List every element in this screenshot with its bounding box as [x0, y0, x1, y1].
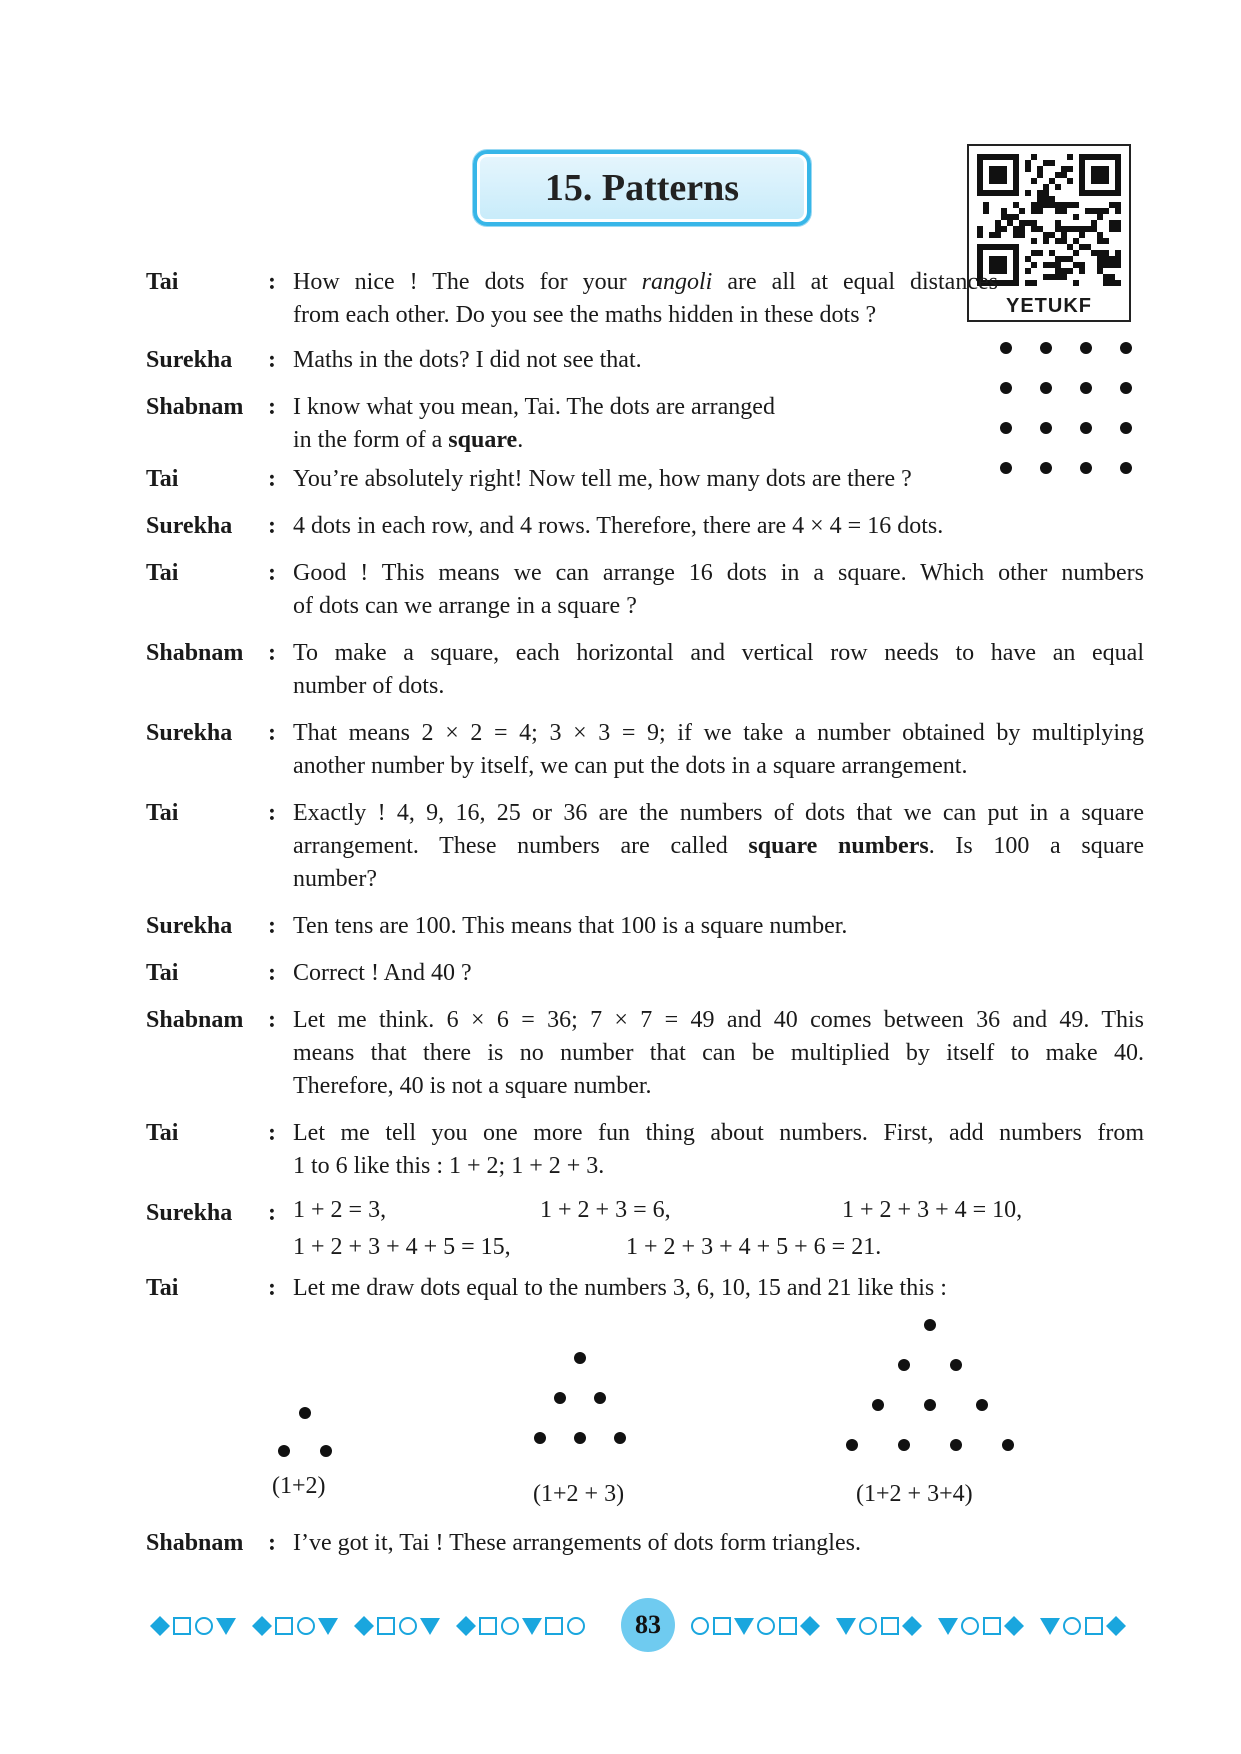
- qr-module: [1061, 166, 1067, 172]
- qr-module: [1043, 232, 1049, 238]
- qr-module: [1115, 280, 1121, 286]
- qr-module: [1037, 196, 1043, 202]
- qr-module: [1103, 250, 1109, 256]
- qr-module: [1097, 208, 1103, 214]
- qr-module: [1097, 256, 1103, 262]
- chapter-title: 15. Patterns: [544, 167, 740, 209]
- footer-triangle: [522, 1618, 542, 1635]
- qr-module: [1091, 250, 1097, 256]
- qr-module: [1079, 244, 1085, 250]
- page-number: 83: [621, 1598, 675, 1652]
- qr-module: [1013, 214, 1019, 220]
- qr-module: [1013, 202, 1019, 208]
- qr-module: [1019, 208, 1025, 214]
- dialogue-text: Let me draw dots equal to the numbers 3, 6, 10, 15 and 21 like this :: [293, 1275, 947, 1301]
- qr-module: [1037, 208, 1043, 214]
- square-dot: [1040, 382, 1052, 394]
- speaker-name: Tai: [146, 1275, 179, 1301]
- triangle-dot: [278, 1445, 290, 1457]
- footer-circle: [758, 1618, 774, 1634]
- triangle-dot: [924, 1319, 936, 1331]
- footer-triangle: [420, 1618, 440, 1635]
- qr-module: [1085, 226, 1091, 232]
- qr-module: [1001, 214, 1007, 220]
- qr-module: [1067, 202, 1073, 208]
- qr-module: [1049, 202, 1055, 208]
- bold-term: square: [448, 427, 518, 453]
- qr-module: [1115, 250, 1121, 256]
- qr-module: [1049, 274, 1055, 280]
- qr-module: [1097, 262, 1103, 268]
- dialogue-text: Good ! This means we can arrange 16 dots in a square. Which other numbers: [293, 560, 1144, 586]
- triangle-dot: [574, 1352, 586, 1364]
- dialogue-text: Let me tell you one more fun thing about numbers. First, add numbers from: [293, 1120, 1144, 1146]
- qr-module: [1061, 208, 1067, 214]
- qr-module: [1091, 226, 1097, 232]
- qr-module: [1079, 268, 1085, 274]
- qr-module: [1031, 238, 1037, 244]
- dialogue-text: number of dots.: [293, 673, 445, 699]
- qr-module: [1031, 262, 1037, 268]
- qr-module: [1103, 280, 1109, 286]
- qr-module: [1097, 232, 1103, 238]
- qr-module: [1037, 202, 1043, 208]
- sum-expression: 1 + 2 + 3 + 4 + 5 = 15,: [293, 1234, 511, 1260]
- speaker-colon: :: [268, 1530, 276, 1556]
- speaker-name: Surekha: [146, 513, 233, 539]
- speaker-name: Shabnam: [146, 1530, 244, 1556]
- speaker-colon: :: [268, 1120, 276, 1146]
- speaker-name: Surekha: [146, 347, 233, 373]
- qr-finder-center: [1091, 166, 1109, 184]
- qr-module: [1055, 238, 1061, 244]
- triangle-dot: [976, 1399, 988, 1411]
- triangle-dot: [846, 1439, 858, 1451]
- qr-module: [1055, 208, 1061, 214]
- speaker-colon: :: [268, 800, 276, 826]
- qr-module: [1109, 202, 1115, 208]
- sum-expression: 1 + 2 + 3 = 6,: [540, 1197, 671, 1223]
- triangle-dot: [534, 1432, 546, 1444]
- qr-module: [1031, 250, 1037, 256]
- dialogue-text: I know what you mean, Tai. The dots are arranged: [293, 394, 775, 420]
- dialogue-text: That means 2 × 2 = 4; 3 × 3 = 9; if we take a number obtained by multiplying: [293, 720, 1144, 746]
- triangle-dot: [594, 1392, 606, 1404]
- qr-module: [1097, 268, 1103, 274]
- triangle-dot: [1002, 1439, 1014, 1451]
- dialogue-text: How nice ! The dots for your: [293, 269, 642, 295]
- square-dot: [1120, 382, 1132, 394]
- qr-module: [1025, 256, 1031, 262]
- qr-module: [1067, 166, 1073, 172]
- qr-module: [1103, 262, 1109, 268]
- qr-module: [1061, 274, 1067, 280]
- speaker-name: Tai: [146, 269, 179, 295]
- qr-module: [1085, 244, 1091, 250]
- qr-module: [983, 208, 989, 214]
- footer-circle: [1064, 1618, 1080, 1634]
- qr-module: [1007, 214, 1013, 220]
- qr-module: [1079, 262, 1085, 268]
- qr-module: [1031, 220, 1037, 226]
- square-dot: [1080, 422, 1092, 434]
- speaker-name: Shabnam: [146, 394, 244, 420]
- sum-expression: 1 + 2 + 3 + 4 = 10,: [842, 1197, 1023, 1223]
- footer-square: [780, 1618, 796, 1634]
- qr-module: [1055, 274, 1061, 280]
- qr-module: [995, 226, 1001, 232]
- footer-square: [174, 1618, 190, 1634]
- qr-module: [1109, 262, 1115, 268]
- dialogue-text: from each other. Do you see the maths hidden in these dots ?: [293, 302, 877, 328]
- footer-square: [714, 1618, 730, 1634]
- triangle-label: (1+2): [272, 1473, 326, 1499]
- triangle-dot: [299, 1407, 311, 1419]
- qr-module: [1025, 190, 1031, 196]
- qr-module: [1037, 172, 1043, 178]
- dialogue-text: Maths in the dots? I did not see that.: [293, 347, 642, 373]
- qr-module: [1067, 244, 1073, 250]
- qr-module: [1061, 268, 1067, 274]
- qr-module: [1073, 250, 1079, 256]
- qr-module: [1085, 208, 1091, 214]
- dialogue-text: in the form of a: [293, 427, 449, 453]
- speaker-colon: :: [268, 960, 276, 986]
- qr-module: [1031, 178, 1037, 184]
- triangle-dot: [320, 1445, 332, 1457]
- qr-module: [1055, 172, 1061, 178]
- qr-module: [1031, 226, 1037, 232]
- speaker-colon: :: [268, 913, 276, 939]
- qr-module: [1013, 232, 1019, 238]
- qr-module: [1079, 226, 1085, 232]
- footer-triangle: [836, 1618, 856, 1635]
- footer-square: [882, 1618, 898, 1634]
- triangle-dot: [872, 1399, 884, 1411]
- footer-triangle: [1040, 1618, 1060, 1635]
- footer-square: [984, 1618, 1000, 1634]
- dialogue-text: 1 to 6 like this : 1 + 2; 1 + 2 + 3.: [293, 1153, 605, 1179]
- bold-term: square numbers: [748, 833, 929, 859]
- sum-expression: 1 + 2 = 3,: [293, 1197, 387, 1223]
- footer-circle: [400, 1618, 416, 1634]
- speaker-name: Shabnam: [146, 1007, 244, 1033]
- triangle-dots-6: [525, 1350, 635, 1475]
- qr-module: [1067, 154, 1073, 160]
- qr-module: [1049, 160, 1055, 166]
- qr-module: [1109, 256, 1115, 262]
- qr-module: [1031, 154, 1037, 160]
- qr-module: [1073, 214, 1079, 220]
- triangle-dot: [924, 1399, 936, 1411]
- speaker-name: Surekha: [146, 720, 233, 746]
- qr-module: [1031, 280, 1037, 286]
- dialogue-text: Exactly ! 4, 9, 16, 25 or 36 are the numbers of dots that we can put in a square: [293, 800, 1144, 826]
- footer-triangle: [318, 1618, 338, 1635]
- square-dot: [1120, 422, 1132, 434]
- dialogue-text: 4 dots in each row, and 4 rows. Therefore, there are 4 × 4 = 16 dots.: [293, 513, 944, 539]
- qr-module: [1055, 184, 1061, 190]
- qr-module: [1037, 166, 1043, 172]
- footer-circle: [860, 1618, 876, 1634]
- qr-module: [995, 232, 1001, 238]
- qr-module: [1115, 262, 1121, 268]
- qr-module: [1049, 232, 1055, 238]
- qr-module: [1067, 178, 1073, 184]
- dialogue-text: Let me think. 6 × 6 = 36; 7 × 7 = 49 and 40 comes between 36 and 49. This: [293, 1007, 1144, 1033]
- qr-module: [1049, 178, 1055, 184]
- qr-code-pattern: [977, 154, 1123, 294]
- footer-diamond: [800, 1616, 820, 1636]
- qr-module: [1043, 274, 1049, 280]
- qr-module: [1061, 172, 1067, 178]
- qr-module: [1025, 220, 1031, 226]
- footer-circle: [568, 1618, 584, 1634]
- dialogue-text: are all at equal distances: [712, 269, 998, 295]
- qr-module: [1079, 232, 1085, 238]
- footer-circle: [502, 1618, 518, 1634]
- qr-module: [1067, 268, 1073, 274]
- speaker-colon: :: [268, 466, 276, 492]
- footer-diamond: [1004, 1616, 1024, 1636]
- qr-module: [1091, 220, 1097, 226]
- triangle-label: (1+2 + 3): [533, 1481, 625, 1507]
- triangle-dots-3: [270, 1405, 340, 1475]
- footer-diamond: [456, 1616, 476, 1636]
- qr-module: [1043, 190, 1049, 196]
- square-dot: [1000, 382, 1012, 394]
- chapter-title-box: [473, 150, 811, 226]
- qr-module: [1037, 190, 1043, 196]
- qr-module: [1091, 208, 1097, 214]
- footer-square: [276, 1618, 292, 1634]
- square-dot: [1040, 422, 1052, 434]
- speaker-colon: :: [268, 347, 276, 373]
- qr-module: [1043, 184, 1049, 190]
- qr-module: [1055, 202, 1061, 208]
- qr-module: [1025, 280, 1031, 286]
- qr-code-text: YETUKF: [1006, 295, 1092, 317]
- qr-module: [1031, 202, 1037, 208]
- qr-module: [1067, 256, 1073, 262]
- speaker-colon: :: [268, 1200, 276, 1226]
- triangle-dot: [614, 1432, 626, 1444]
- qr-finder-center: [989, 166, 1007, 184]
- speaker-colon: :: [268, 1275, 276, 1301]
- qr-module: [1061, 232, 1067, 238]
- qr-module: [1055, 268, 1061, 274]
- triangle-dot: [898, 1439, 910, 1451]
- dialogue-text: another number by itself, we can put the dots in a square arrangement.: [293, 753, 968, 779]
- footer-square: [480, 1618, 496, 1634]
- qr-module: [1031, 208, 1037, 214]
- qr-module: [1103, 238, 1109, 244]
- dialogue-text: I’ve got it, Tai ! These arrangements of dots form triangles.: [293, 1530, 861, 1556]
- qr-module: [1049, 250, 1055, 256]
- footer-triangle: [216, 1618, 236, 1635]
- qr-module: [989, 232, 995, 238]
- qr-module: [977, 232, 983, 238]
- qr-module: [1103, 274, 1109, 280]
- speaker-colon: :: [268, 560, 276, 586]
- qr-module: [1001, 208, 1007, 214]
- qr-module: [1001, 226, 1007, 232]
- qr-module: [1049, 262, 1055, 268]
- qr-module: [1073, 226, 1079, 232]
- triangle-dot: [898, 1359, 910, 1371]
- qr-module: [1055, 220, 1061, 226]
- speaker-name: Tai: [146, 466, 179, 492]
- speaker-name: Tai: [146, 960, 179, 986]
- footer-diamond: [150, 1616, 170, 1636]
- qr-module: [1067, 226, 1073, 232]
- qr-module: [1109, 274, 1115, 280]
- dialogue-text: means that there is no number that can be multiplied by itself to make 40.: [293, 1040, 1144, 1066]
- qr-module: [1061, 238, 1067, 244]
- triangle-dot: [554, 1392, 566, 1404]
- footer-circle: [962, 1618, 978, 1634]
- footer-diamond: [354, 1616, 374, 1636]
- qr-module: [1115, 256, 1121, 262]
- qr-module: [1061, 226, 1067, 232]
- qr-module: [1109, 220, 1115, 226]
- dialogue-text: Correct ! And 40 ?: [293, 960, 472, 986]
- qr-module: [1055, 226, 1061, 232]
- footer-circle: [196, 1618, 212, 1634]
- footer-square: [546, 1618, 562, 1634]
- footer-diamond: [252, 1616, 272, 1636]
- qr-module: [1103, 208, 1109, 214]
- qr-module: [1043, 202, 1049, 208]
- dialogue-text: arrangement. These numbers are called: [293, 833, 749, 859]
- qr-module: [1097, 214, 1103, 220]
- dialogue-text: Ten tens are 100. This means that 100 is a square number.: [293, 913, 848, 939]
- qr-module: [1115, 220, 1121, 226]
- speaker-colon: :: [268, 1007, 276, 1033]
- speaker-colon: :: [268, 640, 276, 666]
- dialogue-text: To make a square, each horizontal and vertical row needs to have an equal: [293, 640, 1144, 666]
- triangle-dot: [574, 1432, 586, 1444]
- qr-module: [1055, 256, 1061, 262]
- triangle-label: (1+2 + 3+4): [856, 1481, 973, 1507]
- qr-module: [1043, 238, 1049, 244]
- sum-expression: 1 + 2 + 3 + 4 + 5 + 6 = 21.: [626, 1234, 882, 1260]
- qr-module: [1043, 196, 1049, 202]
- italic-word: rangoli: [641, 269, 713, 295]
- qr-module: [1073, 280, 1079, 286]
- speaker-name: Tai: [146, 1120, 179, 1146]
- dialogue-text: . Is 100 a square: [928, 833, 1145, 859]
- dialogue-text: .: [517, 427, 524, 453]
- qr-module: [1073, 202, 1079, 208]
- qr-module: [1055, 262, 1061, 268]
- qr-module: [1115, 202, 1121, 208]
- speaker-name: Surekha: [146, 913, 233, 939]
- qr-module: [1097, 250, 1103, 256]
- triangle-dot: [950, 1439, 962, 1451]
- speaker-colon: :: [268, 269, 276, 295]
- footer-diamond: [902, 1616, 922, 1636]
- qr-module: [1007, 220, 1013, 226]
- footer-diamond: [1106, 1616, 1126, 1636]
- qr-module: [1061, 256, 1067, 262]
- square-dot: [1000, 422, 1012, 434]
- qr-module: [983, 202, 989, 208]
- qr-module: [995, 220, 1001, 226]
- dialogue-text: of dots can we arrange in a square ?: [293, 593, 637, 619]
- qr-module: [1097, 238, 1103, 244]
- footer-triangle: [938, 1618, 958, 1635]
- triangle-dot: [950, 1359, 962, 1371]
- qr-module: [1019, 226, 1025, 232]
- qr-module: [1109, 280, 1115, 286]
- dialogue-text: Therefore, 40 is not a square number.: [293, 1073, 652, 1099]
- qr-module: [1025, 166, 1031, 172]
- qr-module: [1043, 262, 1049, 268]
- footer-circle: [692, 1618, 708, 1634]
- speaker-name: Shabnam: [146, 640, 244, 666]
- triangle-dots-10: [835, 1317, 1025, 1475]
- qr-module: [1115, 208, 1121, 214]
- qr-module: [1019, 220, 1025, 226]
- qr-module: [1109, 226, 1115, 232]
- qr-module: [1103, 256, 1109, 262]
- qr-module: [1049, 196, 1055, 202]
- qr-module: [1037, 226, 1043, 232]
- footer-circle: [298, 1618, 314, 1634]
- footer-triangle: [734, 1618, 754, 1635]
- qr-module: [977, 226, 983, 232]
- speaker-colon: :: [268, 513, 276, 539]
- speaker-colon: :: [268, 394, 276, 420]
- footer-square: [378, 1618, 394, 1634]
- speaker-colon: :: [268, 720, 276, 746]
- square-dot: [1080, 382, 1092, 394]
- qr-module: [1025, 268, 1031, 274]
- qr-module: [1037, 250, 1043, 256]
- qr-module: [1025, 160, 1031, 166]
- qr-module: [1115, 226, 1121, 232]
- footer-square: [1086, 1618, 1102, 1634]
- speaker-name: Tai: [146, 800, 179, 826]
- speaker-name: Tai: [146, 560, 179, 586]
- dialogue-text: You’re absolutely right! Now tell me, how many dots are there ?: [293, 466, 912, 492]
- dialogue-text: number?: [293, 866, 377, 892]
- qr-module: [1013, 226, 1019, 232]
- qr-module: [1073, 238, 1079, 244]
- qr-module: [1073, 262, 1079, 268]
- speaker-name: Surekha: [146, 1200, 233, 1226]
- qr-module: [1061, 202, 1067, 208]
- qr-module: [1043, 160, 1049, 166]
- qr-module: [1019, 232, 1025, 238]
